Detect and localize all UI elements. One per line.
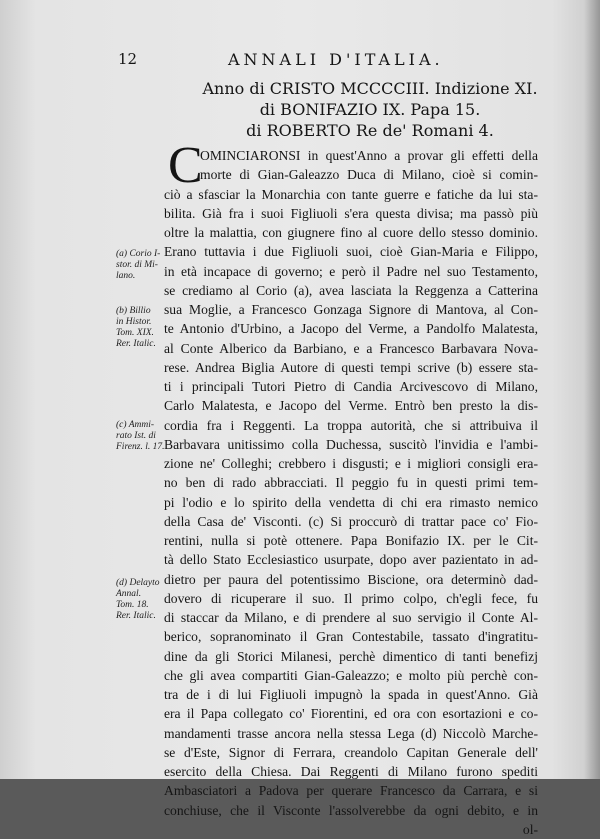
margin-note-line: lano. bbox=[116, 271, 136, 281]
body-text bbox=[164, 146, 538, 839]
body-line: rese. Andrea Biglia Autore di questi tempi scrive (b) essere sta- bbox=[164, 359, 538, 375]
body-line: zione ne' Colleghi; crebbero i disgusti; e i migliori consigli era- bbox=[164, 456, 538, 471]
margin-note-line: rato Ist. di bbox=[116, 431, 156, 441]
body-line: morte di Gian-Galeazzo Duca di Milano, cioè si comin- bbox=[200, 167, 538, 183]
body-line: ti i principali Tutori Pietro di Candia Arcivescovo di Milano, bbox=[164, 379, 538, 394]
body-line: te Antonio d'Urbino, a Jacopo del Verme, a Pandolfo Malatesta, bbox=[164, 321, 538, 337]
body-line: era il Papa collegato co' Fiorentini, ed ora con esortazioni e co- bbox=[164, 706, 538, 722]
heading-line-1: Anno di CRISTO MCCCCIII. Indizione XI. bbox=[202, 79, 538, 98]
body-line: ol- bbox=[522, 821, 538, 837]
body-line: dovero di ricuperare il suo. Il primo colpo, ch'egli fece, fu bbox=[164, 590, 538, 606]
body-line: Erano tuttavia i due Figliuoli suoi, cioè Gian-Maria e Filippo, bbox=[164, 244, 538, 260]
margin-note-line: stor. di Mi- bbox=[116, 260, 158, 270]
body-line: se crediamo al Corio (a), avea lasciata la Reggenza a Catterina bbox=[164, 282, 538, 298]
margin-note-line: Rer. Italic. bbox=[116, 339, 156, 349]
body-line: al Conte Alberico da Barbiano, e a Francesco Barbavara Nova- bbox=[164, 340, 538, 356]
body-line: tà dello Stato Ecclesiastico usurpate, dopo aver pazientato in ad- bbox=[164, 552, 538, 568]
body-line: sua Moglie, a Francesco Gonzaga Signore di Mantova, al Con- bbox=[164, 302, 538, 317]
body-line: OMINCIARONSI in quest'Anno a provar gli effetti della bbox=[200, 148, 538, 163]
drop-cap: C bbox=[168, 137, 203, 194]
margin-note-line: Firenz. l. 17. bbox=[116, 442, 165, 452]
margin-note-line: Tom. 18. bbox=[116, 600, 149, 610]
margin-note-line: (d) Delayto bbox=[116, 578, 160, 588]
body-line: mandamenti trasse ancora nella stessa Lega (d) Niccolò Marche- bbox=[164, 725, 538, 741]
page-edge-shadow bbox=[584, 0, 600, 779]
body-line: esercito della Chiesa. Dai Reggenti di Milano furono spediti bbox=[164, 764, 538, 779]
body-line: conchiuse, che il Visconte l'assolverebbe da ogni debito, e in bbox=[164, 802, 538, 818]
body-line: di staccar da Milano, e di prendere al suo servigio il Conte Al- bbox=[164, 610, 538, 625]
body-line: Carlo Malatesta, e Jacopo del Verme. Entrò ben presto la dis- bbox=[164, 398, 538, 414]
margin-note bbox=[116, 420, 166, 453]
body-line: oltre la malattia, con giugnere fino al cuore dello stesso dominio. bbox=[164, 225, 538, 240]
year-heading bbox=[190, 78, 550, 141]
margin-note-line: Tom. XIX. bbox=[116, 328, 154, 338]
body-line: che gli avea compartiti Gian-Galeazzo; e molto più perchè con- bbox=[164, 667, 538, 683]
margin-note-line: (c) Ammi- bbox=[116, 420, 155, 430]
body-line: berico, sopranominato il Gran Contestabile, tassato d'ingratitu- bbox=[164, 629, 538, 645]
running-title: ANNALI D'ITALIA. bbox=[228, 50, 444, 69]
body-line: Ambasciatori a Padova per querare Francesco da Carrara, e si bbox=[164, 783, 538, 799]
body-line: tra de i di lui Figliuoli impugnò la spada in quest'Anno. Già bbox=[164, 687, 538, 702]
body-line: bilita. Già fra i suoi Figliuoli s'era questa divisa; ma passò più bbox=[164, 205, 538, 221]
body-line: rentini, nulla si potè ottenere. Papa Bonifazio IX. per le Cit- bbox=[164, 533, 538, 548]
body-line: in età incapace di governo; e però il Padre nel suo Testamento, bbox=[164, 263, 538, 279]
margin-note-line: (a) Corio I- bbox=[116, 249, 161, 259]
body-line: pi l'odio e lo spirito della vendetta di chi era rimasto nemico bbox=[164, 494, 538, 510]
margin-note-line: Rer. Italic. bbox=[116, 611, 156, 621]
heading-line-3: di ROBERTO Re de' Romani 4. bbox=[246, 121, 494, 140]
margin-note bbox=[116, 249, 166, 282]
body-line: cordia fra i Reggenti. La troppa autorità, che si attribuiva il bbox=[164, 417, 538, 433]
body-line: dietro per paura del potentissimo Biscione, ora determinò dad- bbox=[164, 571, 538, 587]
body-line: dine da gli Storici Milanesi, perchè dimentico di tanti benefizj bbox=[164, 648, 538, 664]
body-line: se d'Este, Signor di Ferrara, creandolo Capitan Generale dell' bbox=[164, 744, 538, 760]
margin-note-line: (b) Billio bbox=[116, 306, 151, 316]
body-line: della Casa de' Visconti. (c) Si proccurò di trattar pace co' Fio- bbox=[164, 513, 538, 529]
margin-note-line: Annal. bbox=[116, 589, 142, 599]
heading-line-2: di BONIFAZIO IX. Papa 15. bbox=[259, 100, 481, 119]
page-number: 12 bbox=[118, 50, 138, 68]
body-line: Barbavara unitissimo colla Duchessa, suscitò l'invidia e l'ambi- bbox=[164, 436, 538, 452]
margin-note-line: in Histor. bbox=[116, 317, 152, 327]
margin-note bbox=[116, 578, 166, 622]
margin-note bbox=[116, 306, 166, 350]
body-line: ciò a sfasciar la Monarchia con tante guerre e fatiche da lui sta- bbox=[164, 186, 538, 202]
page-header bbox=[118, 50, 518, 76]
body-line: no ben di rado abbracciati. Il peggio fu in questi primi tem- bbox=[164, 475, 538, 491]
